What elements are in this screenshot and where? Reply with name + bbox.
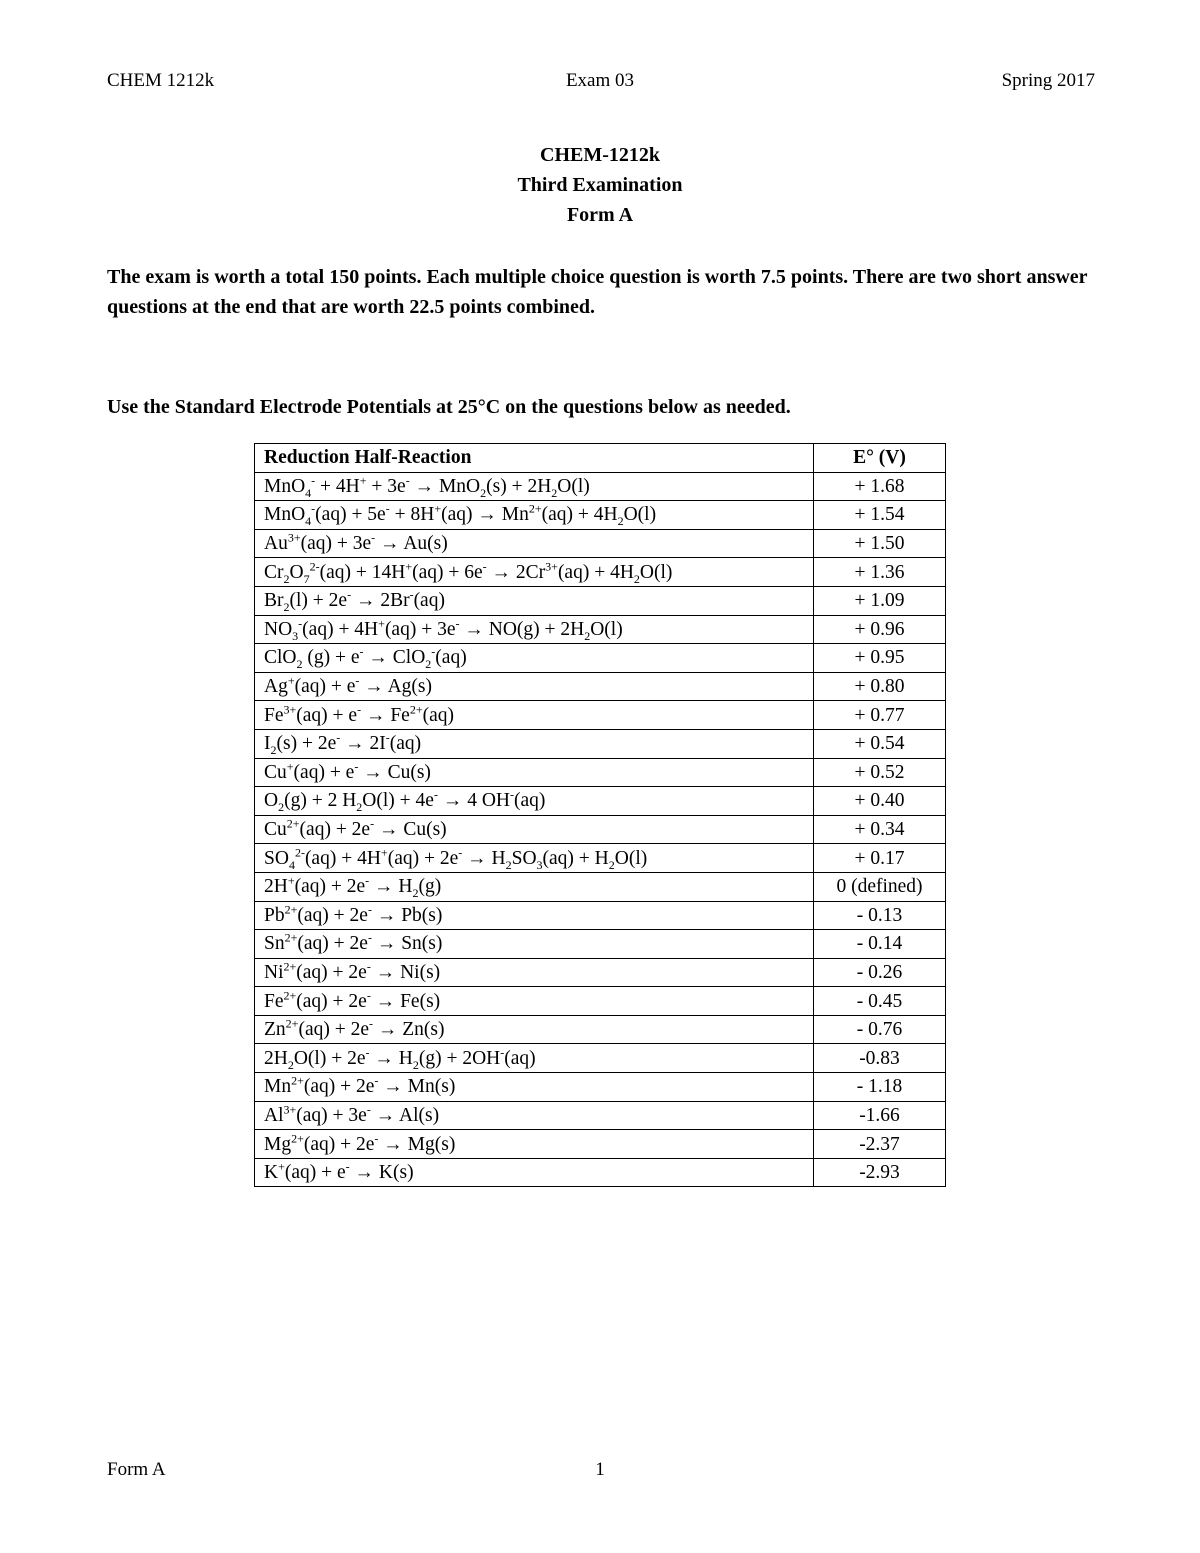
table-row <box>255 787 946 816</box>
standard-potential: - 0.13 <box>814 901 946 930</box>
standard-potential: 0 (defined) <box>814 872 946 901</box>
half-reaction: $Zn^{2+}(aq) + 2e^- \to Zn(s)$ <box>255 1015 814 1044</box>
table-row <box>255 930 946 959</box>
table-row <box>255 1073 946 1102</box>
table-row <box>255 758 946 787</box>
half-reaction: $Fe^{2+}(aq) + 2e^- \to Fe(s)$ <box>255 987 814 1016</box>
standard-potential: -2.93 <box>814 1158 946 1187</box>
standard-potential: + 0.77 <box>814 701 946 730</box>
half-reaction: $NO_3^-(aq) + 4H^+(aq) + 3e^- \to NO(g) + 2H_2O(l)$ <box>255 615 814 644</box>
table-row <box>255 558 946 587</box>
standard-potential: - 0.45 <box>814 987 946 1016</box>
table-row <box>255 901 946 930</box>
standard-potential: - 0.26 <box>814 958 946 987</box>
half-reaction: ClO$_2$ (g) + e- → ClO$_2$-(aq) <box>255 644 814 673</box>
half-reaction: $Cu^{2+}(aq) + 2e^- \to Cu(s)$ <box>255 815 814 844</box>
table-row <box>255 1101 946 1130</box>
table-row <box>255 1015 946 1044</box>
footer-form: Form A <box>107 1459 166 1480</box>
standard-potential: + 0.95 <box>814 644 946 673</box>
table-header-row <box>255 444 946 473</box>
table-row <box>255 987 946 1016</box>
standard-potential: - 0.14 <box>814 930 946 959</box>
half-reaction: Ag+(aq) + e- → Ag(s) <box>255 672 814 701</box>
half-reaction: $Ni^{2+}(aq) + 2e^- \to Ni(s)$ <box>255 958 814 987</box>
standard-potential: + 0.52 <box>814 758 946 787</box>
table-row <box>255 672 946 701</box>
page-number: 1 <box>595 1459 605 1480</box>
table-row <box>255 501 946 530</box>
standard-potential: + 0.54 <box>814 729 946 758</box>
intro-paragraph: The exam is worth a total 150 points. Each multiple choice question is worth 7.5 points. There are two short answer questions at the end that are worth 22.5 points combined. <box>107 266 1088 318</box>
half-reaction: $MnO_4^- + 4H^+ + 3e^- \to MnO_2(s) + 2H_2O(l)$ <box>255 472 814 501</box>
standard-potential: - 0.76 <box>814 1015 946 1044</box>
half-reaction: $SO_4^{2-}(aq) + 4H^+(aq) + 2e^- \to H_2SO_3(aq) + H_2O(l)$ <box>255 844 814 873</box>
table-row <box>255 958 946 987</box>
standard-potential: - 1.18 <box>814 1073 946 1102</box>
half-reaction: $2H^+(aq) + 2e^- \to H_2(g)$ <box>255 872 814 901</box>
title-block <box>0 140 1200 230</box>
standard-potential: -1.66 <box>814 1101 946 1130</box>
half-reaction: $Cr_2O_7^{2-}(aq) + 14H^+(aq) + 6e^- \to 2Cr^{3+}(aq) + 4H_2O(l)$ <box>255 558 814 587</box>
table-row <box>255 1044 946 1073</box>
standard-potential: -2.37 <box>814 1130 946 1159</box>
header-exam: Exam 03 <box>565 70 635 91</box>
standard-potential: + 0.80 <box>814 672 946 701</box>
half-reaction: $Mn^{2+}(aq) + 2e^- \to Mn(s)$ <box>255 1073 814 1102</box>
table-row <box>255 615 946 644</box>
title-form: Form A <box>566 204 634 226</box>
half-reaction: $I_2(s) + 2e^- \to 2I^-(aq)$ <box>255 729 814 758</box>
potential-column-header: E° (V) <box>814 444 946 473</box>
title-course: CHEM-1212k <box>540 144 660 166</box>
half-reaction: $O_2(g) + 2$ $H_2O(l) + 4e^- \to 4$ OH-(aq) <box>255 787 814 816</box>
header-course: CHEM 1212k <box>107 70 215 91</box>
table-row <box>255 529 946 558</box>
standard-potential: + 1.09 <box>814 586 946 615</box>
half-reaction: $Mg^{2+}(aq) + 2e^- \to Mg(s)$ <box>255 1130 814 1159</box>
standard-potential: + 1.36 <box>814 558 946 587</box>
table-row <box>255 729 946 758</box>
table-row <box>255 815 946 844</box>
table-row <box>255 872 946 901</box>
half-reaction: Cu+(aq) + e- → Cu(s) <box>255 758 814 787</box>
table-row <box>255 644 946 673</box>
standard-potential: + 1.54 <box>814 501 946 530</box>
standard-potential: + 0.40 <box>814 787 946 816</box>
half-reaction: $Al^{3+}(aq) + 3e^- \to Al(s)$ <box>255 1101 814 1130</box>
half-reaction: $Pb^{2+}(aq) + 2e^- \to Pb(s)$ <box>255 901 814 930</box>
standard-potential: + 0.96 <box>814 615 946 644</box>
table-row <box>255 472 946 501</box>
standard-potential: + 1.68 <box>814 472 946 501</box>
half-reaction: $Fe^{3+}(aq) + e^- \to Fe^{2+}(aq)$ <box>255 701 814 730</box>
electrode-potential-table <box>254 443 946 1187</box>
standard-potential: + 0.34 <box>814 815 946 844</box>
standard-potential: -0.83 <box>814 1044 946 1073</box>
half-reaction: $Au^{3+}(aq) + 3e^- \to Au(s)$ <box>255 529 814 558</box>
table-row <box>255 1158 946 1187</box>
standard-potential: + 1.50 <box>814 529 946 558</box>
half-reaction: $Sn^{2+}(aq) + 2e^- \to Sn(s)$ <box>255 930 814 959</box>
table-row <box>255 844 946 873</box>
half-reaction: K+(aq) + e- → K(s) <box>255 1158 814 1187</box>
table-row <box>255 1130 946 1159</box>
half-reaction: $MnO_4^-(aq) + 5e^- + 8H^+(aq) \to Mn^{2+}(aq) + 4H_2O(l)$ <box>255 501 814 530</box>
half-reaction: $2H_2O(l) + 2e^- \to H_2(g) + 2OH^-(aq)$ <box>255 1044 814 1073</box>
instruction-text: Use the Standard Electrode Potentials at 25°C on the questions below as needed. <box>107 396 791 418</box>
standard-potential: + 0.17 <box>814 844 946 873</box>
table-row <box>255 586 946 615</box>
reaction-column-header: Reduction Half-Reaction <box>255 444 814 473</box>
header-term: Spring 2017 <box>1001 70 1095 91</box>
title-exam: Third Examination <box>517 174 683 196</box>
table-row <box>255 701 946 730</box>
half-reaction: $Br_2(l) + 2e^- \to 2Br^-(aq)$ <box>255 586 814 615</box>
